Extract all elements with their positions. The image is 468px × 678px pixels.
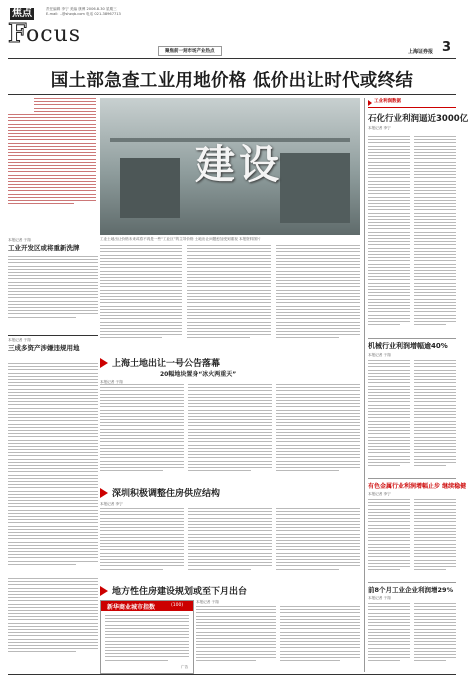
ad-header	[101, 601, 193, 611]
masthead	[8, 6, 456, 64]
triangle-icon	[100, 586, 108, 596]
main-headline: 国土部急查工业用地价格 低价出让时代或终结	[50, 71, 414, 91]
photo-big-char: 建设	[195, 142, 283, 188]
triangle-icon	[100, 488, 108, 498]
center-body-top	[100, 245, 182, 355]
page-number: 3	[442, 40, 452, 55]
article-1-title: 工业开发区或将重新洗牌	[8, 244, 80, 252]
right-article-3-title: 有色金属行业利润增幅止步 继续稳健	[368, 483, 467, 490]
intro-box	[8, 98, 98, 236]
center-body-top-2	[187, 245, 271, 355]
main-photo	[100, 98, 360, 235]
section-word: ocus	[26, 22, 82, 47]
ad-box	[100, 600, 194, 674]
ad-subtitle: (100)	[171, 603, 184, 608]
housing-title: 地方性住房建设规划或至下月出台	[112, 587, 248, 597]
article-2-label: 本报记者 于翔	[8, 338, 31, 342]
info-line-2: E-mail: ..@shzqb.com 电话 021-38967713	[46, 12, 121, 16]
right-article-2-title: 机械行业利润增幅逾40%	[368, 342, 448, 350]
triangle-icon	[368, 100, 372, 106]
shenzhen-section	[100, 486, 360, 502]
shanghai-label: 本报记者 于翔	[100, 380, 123, 384]
column-tag: 聚焦前一刻市场产业热点	[158, 46, 222, 56]
right-article-4-title: 前8个月工业企业利润增29%	[368, 586, 454, 594]
article-2	[8, 338, 98, 573]
right-article-2-label: 本报记者 于翔	[368, 353, 391, 357]
right-article-1-title: 石化行业利润逼近3000亿	[368, 114, 468, 124]
right-section-tag	[368, 98, 456, 108]
right-article-1-label: 本报记者 李宁	[368, 126, 391, 130]
ad-title: 新华商业城市指数	[107, 604, 156, 611]
photo-caption: 工业土地出让价格未来或将不再是一些“工业区”的主导价格 土地出让问题愈加受到重视 本报资料图片	[100, 237, 261, 241]
paper-name: 上海证券报	[408, 49, 434, 55]
section-initial: F	[8, 19, 27, 49]
ad-label: 广告	[181, 665, 189, 669]
triangle-icon	[100, 358, 108, 368]
shenzhen-label: 本报记者 李宁	[100, 502, 123, 506]
shenzhen-title: 深圳积极调整住房供应结构	[112, 489, 221, 499]
shanghai-title: 上海土地出让一号公告落幕	[112, 359, 221, 369]
shanghai-subtitle: 20幅地块置身“冰火两重天”	[160, 371, 237, 378]
info-line-1: 责任编辑 李宁 美编 康博 2006.8.30 星期三	[46, 7, 117, 11]
housing-section	[100, 584, 360, 600]
article-2-title: 三成多资产涉嫌违规用地	[8, 344, 80, 352]
section-char: 焦点	[12, 8, 32, 19]
right-article-4-label: 本报记者 于翔	[368, 596, 391, 600]
right-section-tag-label: 工业利润数据	[374, 99, 401, 104]
article-1-label: 本报记者 于翔	[8, 238, 31, 242]
housing-label: 本报记者 于翔	[196, 600, 219, 604]
center-body-top-3	[276, 245, 360, 355]
article-1	[8, 238, 98, 333]
right-article-3-label: 本报记者 李宁	[368, 492, 391, 496]
